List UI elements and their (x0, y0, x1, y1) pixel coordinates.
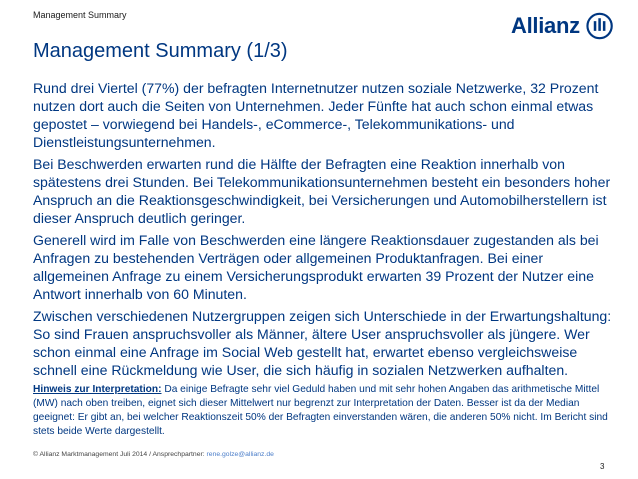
page-title: Management Summary (1/3) (33, 40, 288, 62)
summary-body (33, 79, 613, 383)
footer (33, 451, 274, 458)
footer-text: © Allianz Marktmanagement Juli 2014 / Ansprechpartner: (33, 451, 207, 458)
summary-paragraph: Zwischen verschiedenen Nutzergruppen zeigen sich Unterschiede in der Erwartungshaltung: So sind Frauen anspruchsvoller als Männer, ältere User anspruchsvoller als jüngere. Wer schon einmal eine Anfrage im Social Web gestellt hat, erwartet ebenso vergleichsweise schnell eine Rückmeldung wie User, die sich häufig in sozialen Netzwerken aufhalten. (33, 308, 612, 378)
allianz-logo (511, 9, 613, 43)
page-number: 3 (600, 462, 605, 471)
summary-paragraph: Bei Beschwerden erwarten rund die Hälfte der Befragten eine Reaktion innerhalb von spätestens drei Stunden. Bei Telekommunikationsunternehmen besteht ein besonders hoher Anspruch an die Reaktionsgeschwindigkeit, bei Versicherungen und Automobilherstellern ist dieser Anspruch deutlich geringer. (33, 156, 611, 226)
interpretation-note (33, 383, 613, 439)
note-label: Hinweis zur Interpretation: (33, 384, 162, 395)
allianz-eagle-icon (586, 12, 613, 40)
summary-paragraph: Rund drei Viertel (77%) der befragten Internetnutzer nutzen soziale Netzwerke, 32 Prozent nutzen dort auch die Seiten von Unternehmen. Jeder Fünfte hat auch schon einmal etwas gepostet – vorwiegend bei Handels-, eCommerce-, Telekommunikations- und Dienstleistungsunternehmen. (33, 80, 599, 150)
summary-paragraph: Generell wird im Falle von Beschwerden eine längere Reaktionsdauer zugestanden als bei Anfragen zu bestehenden Verträgen oder allgemeinen Produktanfragen. Bei einer allgemeinen Anfrage zu einem Versicherungsprodukt erwarten 39 Prozent der Nutzer eine Antwort innerhalb von 60 Minuten. (33, 232, 599, 302)
logo-wordmark: Allianz (511, 13, 580, 38)
note-text: Da einige Befragte sehr viel Geduld haben und mit sehr hohen Angaben das arithmetische Mittel (MW) nach oben treiben, eignet sich dieser Mittelwert nur begrenzt zur Interpretation der Daten. Besser ist da der Median geeignet: Er gibt an, bei welcher Reaktionszeit 50% der Befragten einverstanden wären, die anderen 50% nicht. Im Bericht sind stets beide Werte dargestellt. (33, 384, 608, 437)
contact-email-link[interactable]: rene.golze@allianz.de (206, 451, 274, 458)
breadcrumb: Management Summary (33, 10, 127, 20)
